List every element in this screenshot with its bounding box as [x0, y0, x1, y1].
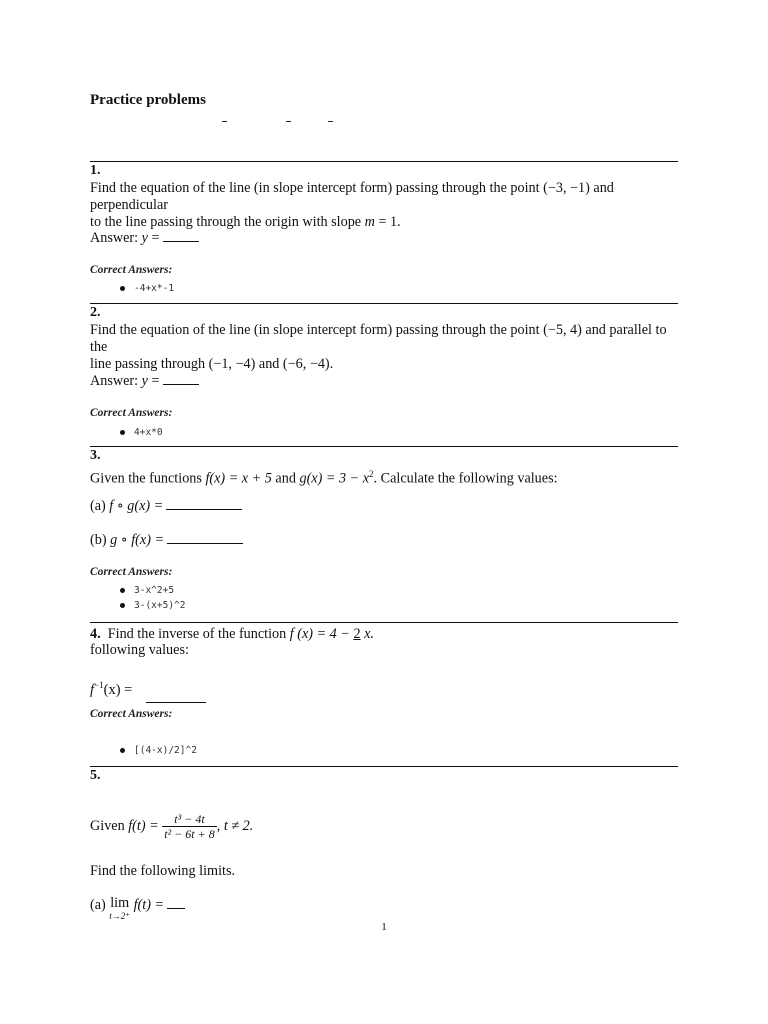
problem-2-correct-answers-label: Correct Answers:	[90, 407, 173, 419]
dash-mark	[286, 121, 291, 122]
problem-1-statement	[90, 180, 680, 231]
problem-3-number: 3.	[90, 448, 101, 463]
problem-divider	[90, 766, 678, 767]
answer-equals: =	[147, 230, 160, 246]
part-a-label: (a)	[90, 897, 110, 913]
correct-answer-text: 4+x*0	[134, 427, 163, 438]
problem-3b-answer-blank[interactable]	[167, 542, 243, 544]
problem-1-number: 1.	[90, 163, 101, 178]
problem-4-statement	[90, 626, 680, 643]
problem-4-x: x.	[360, 626, 374, 642]
problem-1-answer-blank[interactable]	[163, 240, 199, 242]
problem-divider	[90, 446, 678, 447]
problem-1-correct-answers-label: Correct Answers:	[90, 264, 173, 276]
f-of-t: f(t) =	[128, 817, 159, 834]
problem-3a-answer-blank[interactable]	[166, 508, 242, 510]
problem-divider	[90, 303, 678, 304]
lim-text: lim	[110, 895, 130, 911]
problem-3-statement	[90, 466, 680, 488]
dash-mark	[328, 121, 333, 122]
problem-3-and: and	[271, 470, 300, 487]
problem-2-line-1: Find the equation of the line (in slope intercept form) passing through the point (−5, 4) and parallel to the	[90, 322, 667, 355]
f-definition: f(x) = x + 5	[205, 470, 272, 487]
problem-3-intro: Given the functions	[90, 470, 206, 487]
problem-2-statement	[90, 322, 680, 373]
problem-5-given	[90, 812, 680, 841]
correct-answer-text: 3-(x+5)^2	[134, 600, 186, 611]
domain-condition: , t ≠ 2.	[216, 817, 254, 834]
answer-equals: =	[147, 373, 160, 389]
problem-3-instruction: . Calculate the following values:	[373, 470, 558, 487]
problem-4-number: 4.	[90, 626, 101, 642]
bullet-icon	[120, 748, 125, 753]
inverse-exponent: −1	[94, 680, 104, 690]
limit-expression: f(t) =	[133, 897, 165, 913]
bullet-icon	[120, 286, 125, 291]
problem-4-coefficient: 2	[353, 626, 361, 642]
fraction-numerator: t³ − 4t	[174, 812, 205, 826]
problem-4-answer-blank[interactable]	[146, 702, 206, 703]
problem-3-part-a	[90, 498, 680, 515]
decorative-dashes	[220, 113, 340, 123]
problem-4-intro: Find the inverse of the function	[107, 626, 290, 642]
fraction	[162, 812, 216, 841]
g-definition: g(x) = 3 − x	[299, 470, 370, 487]
problem-3-correct-answer-item	[120, 585, 174, 596]
problem-1-line-1: Find the equation of the line (in slope intercept form) passing through the point (−3, −1) and perpendicular	[90, 180, 614, 213]
problem-4-correct-answer-item	[120, 745, 197, 756]
problem-2-correct-answer-item	[120, 427, 163, 438]
page-title: Practice problems	[90, 92, 206, 108]
problem-4-correct-answers-label: Correct Answers:	[90, 708, 173, 720]
problem-1-line-2	[90, 214, 680, 231]
problem-2-answer-blank[interactable]	[163, 383, 199, 385]
part-b-expression: g ∘ f(x) =	[110, 532, 165, 548]
part-b-label: (b)	[90, 532, 111, 548]
problem-3-part-b	[90, 532, 680, 549]
problem-divider	[90, 161, 678, 162]
correct-answer-text: 3-x^2+5	[134, 585, 175, 596]
problem-4-inverse-row	[90, 677, 680, 699]
problem-5-instruction: Find the following limits.	[90, 863, 236, 879]
page-number: 1	[381, 921, 387, 933]
limit-operator	[109, 897, 130, 923]
part-a-label: (a)	[90, 498, 110, 514]
problem-5a-answer-blank[interactable]	[167, 907, 185, 909]
given-label: Given	[90, 817, 129, 834]
problem-2-number: 2.	[90, 305, 101, 320]
inverse-argument: (x) =	[103, 681, 133, 698]
bullet-icon	[120, 603, 125, 608]
dash-mark	[222, 121, 227, 122]
inverse-f: f	[90, 681, 95, 698]
fraction-denominator: t² − 6t + 8	[164, 827, 215, 841]
correct-answer-text: [(4-x)/2]^2	[134, 745, 197, 756]
problem-divider	[90, 622, 678, 623]
problem-5-number: 5.	[90, 768, 101, 783]
slope-variable: m	[364, 214, 375, 230]
problem-2-answer-row	[90, 373, 680, 390]
answer-variable: y	[141, 373, 148, 389]
problem-1-line-2-text: to the line passing through the origin with slope	[90, 214, 365, 230]
bullet-icon	[120, 588, 125, 593]
problem-3-correct-answers-label: Correct Answers:	[90, 566, 173, 578]
slope-value: = 1.	[374, 214, 401, 230]
problem-1-correct-answer-item	[120, 283, 174, 294]
lim-subscript: t→2⁺	[109, 911, 131, 921]
answer-prefix: Answer:	[90, 373, 142, 389]
problem-5-part-a	[90, 897, 680, 923]
bullet-icon	[120, 430, 125, 435]
problem-4-line-2: following values:	[90, 642, 189, 658]
answer-prefix: Answer:	[90, 230, 142, 246]
problem-1-answer-row	[90, 230, 680, 247]
problem-2-line-2: line passing through (−1, −4) and (−6, −4).	[90, 356, 334, 372]
correct-answer-text: -4+x*-1	[134, 283, 175, 294]
part-a-expression: f ∘ g(x) =	[109, 498, 164, 514]
problem-3-correct-answer-item	[120, 600, 185, 611]
problem-4-function: f (x) = 4 −	[289, 626, 354, 642]
g-exponent: 2	[369, 469, 374, 479]
answer-variable: y	[141, 230, 148, 246]
